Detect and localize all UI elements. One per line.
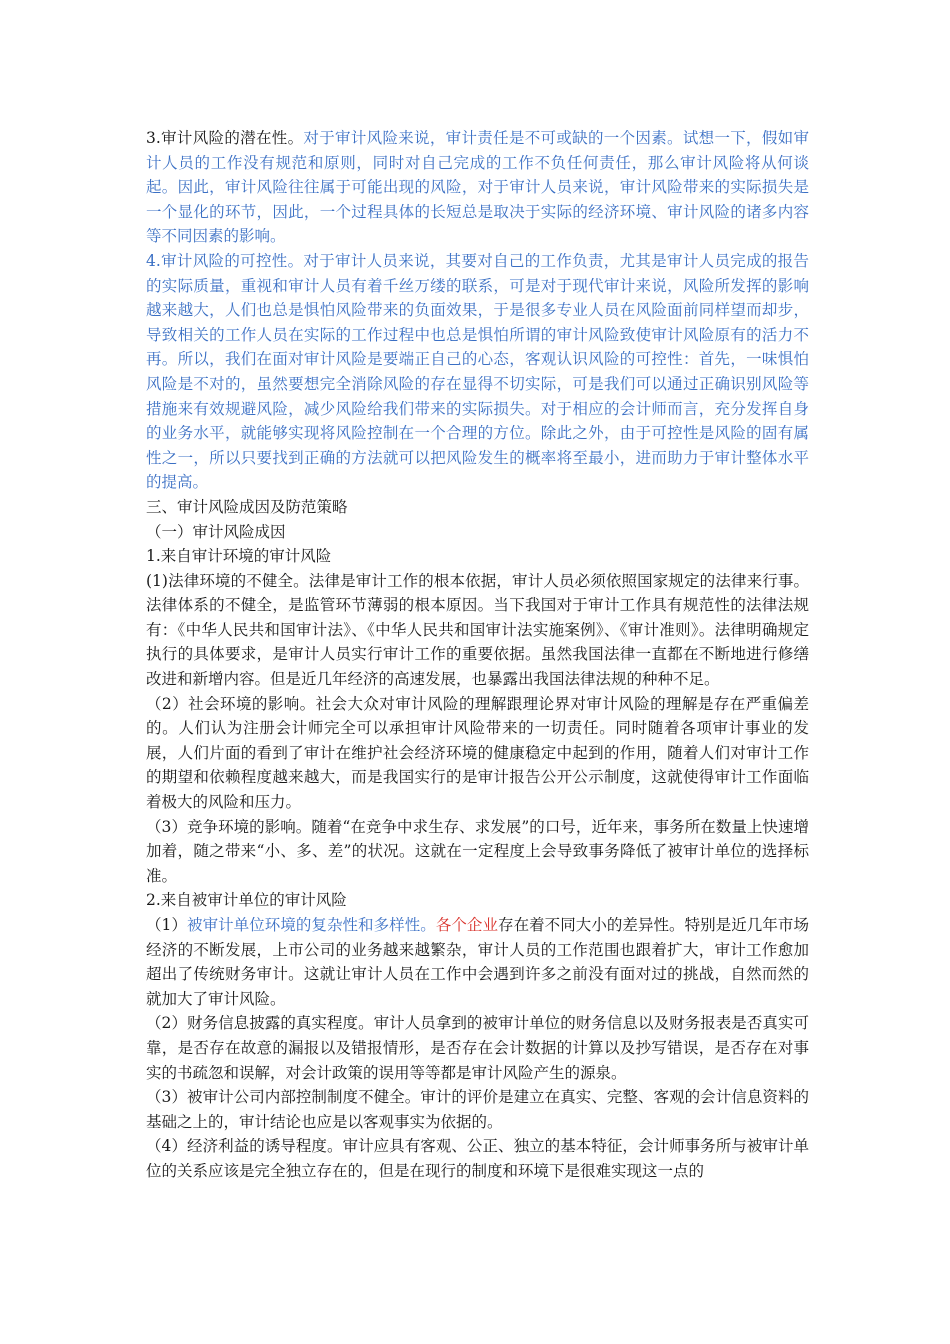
subsection-heading: （一）审计风险成因: [146, 522, 286, 541]
paragraph-text-blue: 可是对于现代审计来说，风险所发挥的影响越来越大，人们也总是惧怕风险带来的负面效果，于是很多专业人员在风险面前同样望而却步，导致相关的工作人员在实际的工作过程中也总是惧怕所谓的审计风险致使审计风险原有的活力不再。所以，我们在面对审计风险是要端正自己的心态，客观认识风险的可控性：首先，一味惧怕风险是不对的，虽然要想完全消除风险的存在显得不切实际，可是我们可以通过正确识别风险等措施来有效规避风险，减少风险给我们带来的实际损失。对于相应的会计师而言，充分发挥自身的业务水平，就能够实现将风险控制在一个合理的方位。除此之外，由于可控性是风险的固有属性之一，所以只要找到正确的方法就可以把风险发生的概率将至最小，进而助力于审计整体水平的提高。: [146, 276, 809, 492]
paragraph-lead-blue: 4.审计风险的可控性。对于审计人员来说，其要对自己的工作负责，尤其是审计人员完成的报告的实际质量，重视和审计人员有着千丝万缕的联系，: [146, 251, 809, 295]
paragraph-unit-complexity: [146, 913, 809, 1011]
highlight-red: 各个企业: [435, 916, 499, 934]
paragraph-prefix: （1）: [146, 916, 188, 934]
paragraph-financial-disclosure: （2）财务信息披露的真实程度。审计人员拿到的被审计单位的财务信息以及财务报表是否真实可靠，是否存在故意的漏报以及错报情形，是否存在会计数据的计算以及抄写错误，是否存在对事实的书疏忽和误解，对会计政策的误用等等都是审计风险产生的源泉。: [146, 1014, 809, 1082]
highlight-blue: 被审计单位环境的复杂性和多样性。: [187, 916, 436, 934]
paragraph-controllability: [146, 249, 809, 495]
item-heading: 2.来自被审计单位的审计风险: [146, 891, 347, 910]
paragraph-lead: 3.审计风险的潜在性。: [146, 129, 304, 147]
section-heading: 三、审计风险成因及防范策略: [146, 497, 348, 516]
item-heading: 1.来自审计环境的审计风险: [146, 547, 332, 566]
paragraph-social-environment: （2）社会环境的影响。社会大众对审计风险的理解跟理论界对审计风险的理解是存在严重偏差的。人们认为注册会计师完全可以承担审计风险带来的一切责任。同时随着各项审计事业的发展，人们片面的看到了审计在维护社会经济环境的健康稳定中起到的作用，随着人们对审计工作的期望和依赖程度越来越大，而是我国实行的是审计报告公开公示制度，这就使得审计工作面临着极大的风险和压力。: [146, 694, 809, 812]
paragraph-text: 存在着不同大小的差异性。特别是近几年市场经济的不断发展，上市公司的业务越来越繁杂，审计人员的工作范围也跟着扩大，审计工作愈加超出了传统财务审计。这就让审计人员在工作中会遇到许多之前没有面对过的挑战，自然而然的就加大了审计风险。: [146, 916, 809, 1008]
paragraph-latency: [146, 126, 809, 249]
paragraph-text-blue: 对于审计风险来说，审计责任是不可或缺的一个因素。试想一下，假如审计人员的工作没有规范和原则，同时对自己完成的工作不负任何责任，那么审计风险将从何谈起。因此，审计风险往往属于可能出现的风险，对于审计人员来说，审计风险带来的实际损失是一个显化的环节，因此，一个过程具体的长短总是取决于实际的经济环境、审计风险的诸多内容等不同因素的影响。: [146, 129, 809, 246]
paragraph-legal-environment: (1)法律环境的不健全。法律是审计工作的根本依据，审计人员必须依照国家规定的法律来行事。法律体系的不健全，是监管环节薄弱的根本原因。当下我国对于审计工作具有规范性的法律法规有：《中华人民共和国审计法》、《中华人民共和国审计法实施案例》、《审计准则》。法律明确规定执行的具体要求，是审计人员实行审计工作的重要依据。虽然我国法律一直都在不断地进行修缮改进和新增内容。但是近几年经济的高速发展，也暴露出我国法律法规的种种不足。: [146, 571, 809, 689]
paragraph-internal-control: （3）被审计公司内部控制制度不健全。审计的评价是建立在真实、完整、客观的会计信息资料的基础之上的，审计结论也应是以客观事实为依据的。: [146, 1088, 809, 1131]
document-body: [146, 126, 809, 1184]
paragraph-economic-interest: （4）经济利益的诱导程度。审计应具有客观、公正、独立的基本特征，会计师事务所与被审计单位的关系应该是完全独立存在的，但是在现行的制度和环境下是很难实现这一点的: [146, 1137, 809, 1180]
paragraph-competition-environment: （3）竞争环境的影响。随着“在竞争中求生存、求发展”的口号，近年来，事务所在数量上快速增加着，随之带来“小、多、差”的状况。这就在一定程度上会导致事务降低了被审计单位的选择标准。: [146, 817, 809, 885]
